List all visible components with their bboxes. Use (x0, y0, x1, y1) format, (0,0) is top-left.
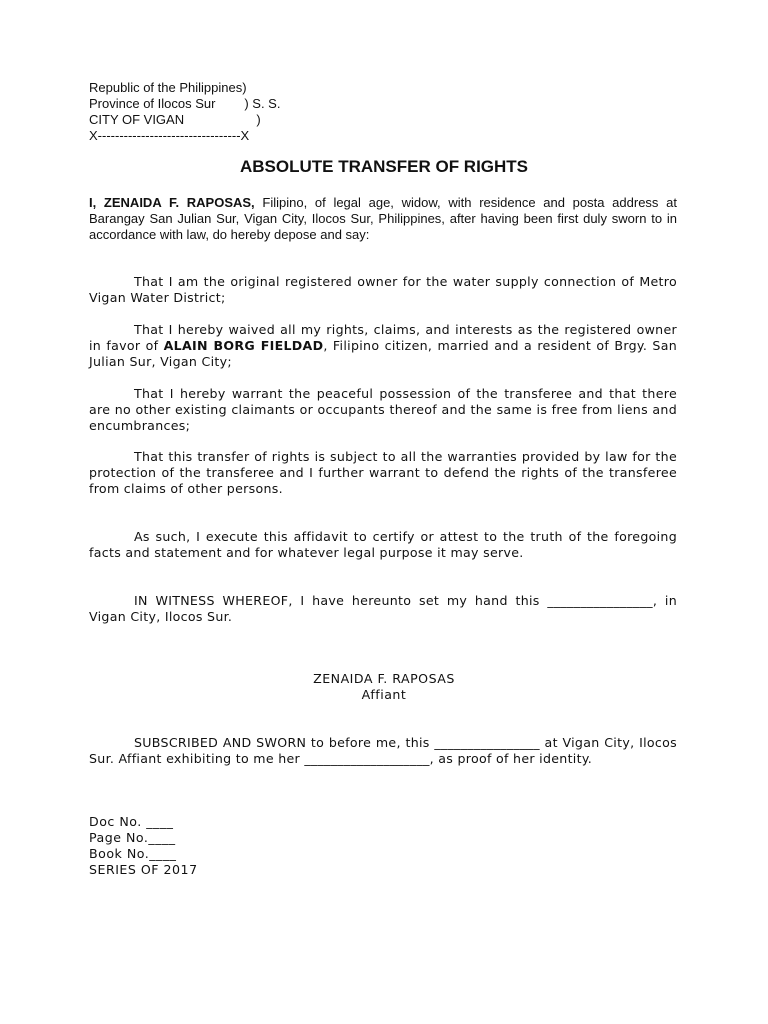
intro-affiant-name: I, ZENAIDA F. RAPOSAS, (89, 195, 255, 210)
waiver-text-after: , Filipino citizen, married and a resident of Brgy. San Julian Sur, Vigan City; (89, 338, 677, 369)
paragraph-warranty (89, 386, 677, 434)
paragraph-waiver (89, 322, 677, 370)
paragraph-witness-text: IN WITNESS WHEREOF, I have hereunto set my hand this ________________, in Vigan City, Ilocos Sur. (89, 593, 677, 624)
intro-paragraph (89, 195, 677, 243)
venue-header (89, 80, 280, 144)
intro-text: Filipino, of legal age, widow, with residence and posta address at Barangay San Julian Sur, Vigan City, Ilocos Sur, Philippines, after having been first duly sworn to in accordance with law, do hereby depose and say: (89, 195, 677, 242)
page-number: Page No.____ (89, 830, 176, 845)
paragraph-waiver-text (89, 322, 677, 370)
transferee-name: ALAIN BORG FIELDAD (163, 338, 324, 353)
jurat-text: SUBSCRIBED AND SWORN to before me, this ________________ at Vigan City, Ilocos Sur. Affiant exhibiting to me her ___________________, as proof of her identity. (89, 735, 677, 766)
paragraph-transfer-subject-text: That this transfer of rights is subject to all the warranties provided by law for the protection of the transferee and I further warrant to defend the rights of the transferee from claims of other persons. (89, 449, 677, 496)
affiant-name: ZENAIDA F. RAPOSAS (313, 671, 455, 686)
paragraph-ownership-text: That I am the original registered owner for the water supply connection of Metro Vigan Water District; (89, 274, 677, 305)
paragraph-ownership (89, 274, 677, 306)
paragraph-affidavit-purpose (89, 529, 677, 561)
affiant-label: Affiant (361, 687, 407, 702)
notarial-register (89, 814, 198, 878)
doc-number: Doc No. ____ (89, 814, 174, 829)
venue-separator: X---------------------------------X (89, 128, 250, 143)
jurat-paragraph (89, 735, 677, 767)
document-title: ABSOLUTE TRANSFER OF RIGHTS (239, 157, 529, 176)
waiver-text-before: That I hereby waived all my rights, claims, and interests as the registered owner in favor of (89, 322, 677, 353)
venue-line-city: CITY OF VIGAN ) (89, 112, 261, 127)
venue-line-republic: Republic of the Philippines) (89, 80, 247, 95)
paragraph-warranty-text: That I hereby warrant the peaceful possession of the transferee and that there are no other existing claimants or occupants thereof and the same is free from liens and encumbrances; (89, 386, 677, 433)
paragraph-affidavit-purpose-text: As such, I execute this affidavit to certify or attest to the truth of the foregoing facts and statement and for whatever legal purpose it may serve. (89, 529, 677, 560)
book-number: Book No.____ (89, 846, 177, 861)
series-year: SERIES OF 2017 (89, 862, 198, 877)
paragraph-witness (89, 593, 677, 625)
venue-line-province: Province of Ilocos Sur ) S. S. (89, 96, 281, 111)
paragraph-transfer-subject (89, 449, 677, 497)
